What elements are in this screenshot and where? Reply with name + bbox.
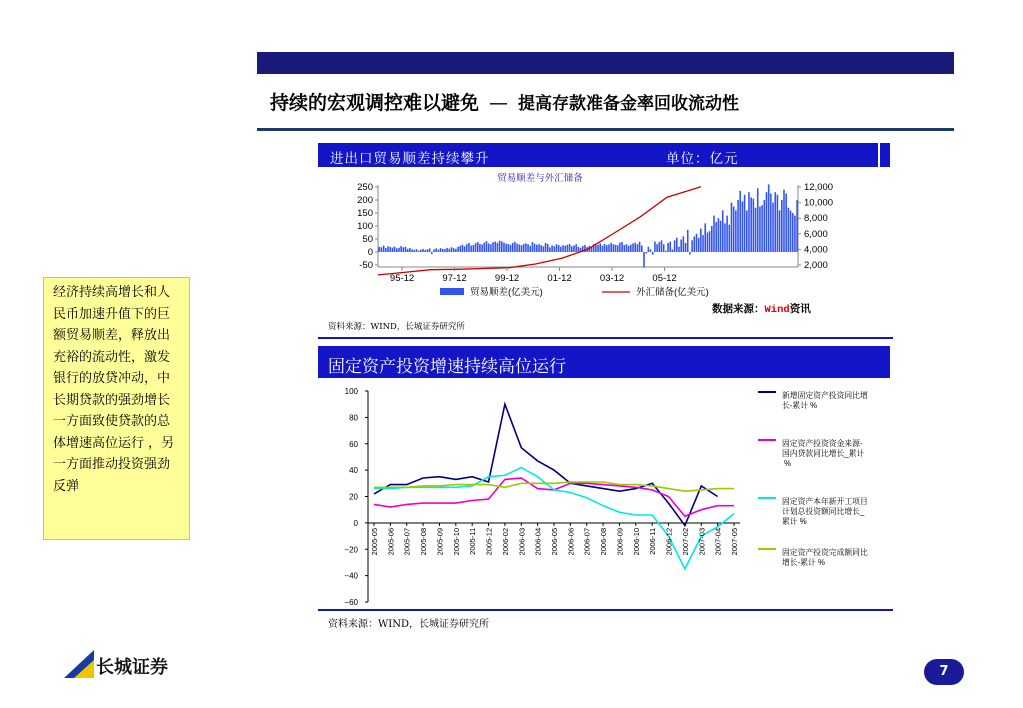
chart1-left-tick-label: 200 bbox=[357, 195, 373, 206]
chart2-legend-label-4: 固定资产投资完成额同比增长-累计 % bbox=[782, 548, 868, 567]
chart1-bar bbox=[742, 201, 744, 252]
chart1-bar bbox=[698, 238, 700, 252]
chart1-bar bbox=[470, 246, 472, 253]
chart1-bar bbox=[606, 245, 608, 252]
chart1-bar bbox=[744, 195, 746, 252]
chart1-bar bbox=[534, 244, 536, 252]
chart1-bar bbox=[597, 245, 599, 252]
chart1-bar bbox=[536, 245, 538, 252]
chart2-x-tick-label: 2005-10 bbox=[451, 527, 461, 556]
chart1-bar bbox=[545, 243, 547, 252]
chart1-bar bbox=[540, 245, 542, 252]
chart1-right-tick-label: 12,000 bbox=[804, 182, 834, 193]
chart2-x-tick-label: 2006-06 bbox=[566, 527, 576, 556]
chart1-bar bbox=[387, 246, 389, 252]
chart1-bar bbox=[772, 203, 774, 252]
chart1-bar bbox=[389, 247, 391, 252]
chart1-header-title: 进出口贸易顺差持续攀升 bbox=[330, 151, 490, 167]
chart1-right-tick-label: 10,000 bbox=[804, 197, 834, 209]
chart1-bar bbox=[792, 213, 794, 252]
title-dash: — bbox=[489, 92, 509, 114]
chart1-bar bbox=[759, 207, 761, 253]
chart1-bar bbox=[564, 246, 566, 252]
chart1-bar bbox=[724, 223, 726, 252]
chart1-bar bbox=[405, 247, 407, 252]
chart1-bar bbox=[422, 249, 424, 252]
chart1-bar bbox=[709, 231, 711, 252]
chart1-bar bbox=[501, 241, 503, 252]
chart1-data-source-note: 数据来源：Wind资讯 bbox=[712, 303, 811, 316]
chart2-y-tick-label: 0 bbox=[353, 518, 358, 528]
chart1-bar bbox=[608, 244, 610, 252]
chart1-bar bbox=[656, 244, 658, 252]
chart1-bar bbox=[750, 197, 752, 252]
chart1-bar bbox=[573, 246, 575, 253]
chart1-bar bbox=[477, 242, 479, 252]
chart2-x-tick-label: 2006-10 bbox=[631, 527, 641, 556]
chart1-bar bbox=[599, 243, 601, 252]
chart1-bar bbox=[575, 244, 577, 252]
page-title bbox=[270, 88, 739, 115]
chart1-bar bbox=[796, 200, 798, 252]
chart1-bar bbox=[497, 243, 499, 252]
chart1-bar bbox=[571, 246, 573, 252]
chart1-bar bbox=[794, 216, 796, 252]
chart1-bar bbox=[694, 236, 696, 252]
chart1-bar bbox=[516, 244, 518, 252]
chart2-x-tick-label: 2006-02 bbox=[500, 527, 510, 556]
chart1-legend-line-label: 外汇储备(亿美元) bbox=[636, 287, 709, 298]
chart1-bar bbox=[663, 244, 665, 252]
chart1-bar bbox=[683, 236, 685, 252]
chart2-x-tick-label: 2006-12 bbox=[664, 527, 674, 556]
chart1-bar bbox=[617, 245, 619, 252]
chart1-bar bbox=[678, 247, 680, 252]
chart1-bar bbox=[488, 243, 490, 252]
chart1-bar bbox=[562, 245, 564, 252]
chart1-bar bbox=[720, 221, 722, 252]
chart1-bar bbox=[459, 246, 461, 252]
chart2-y-tick-label: −20 bbox=[344, 545, 358, 555]
chart1-bar bbox=[431, 252, 433, 254]
chart1-bar bbox=[514, 242, 516, 252]
chart2-x-tick-label: 2006-05 bbox=[550, 527, 559, 556]
chart1-bar bbox=[764, 200, 766, 252]
chart1-bar bbox=[672, 249, 674, 252]
callout-text: 经济持续高增长和人民币加速升值下的巨额贸易顺差，释放出充裕的流动性，激发银行的放贷冲动，中长期贷款的强劲增长一方面致使贷款的总体增速高位运行 ，另一方面推动投资强劲反弹 bbox=[53, 285, 175, 494]
chart1-bar bbox=[761, 205, 763, 252]
chart2-x-tick-label: 2005-09 bbox=[435, 527, 445, 556]
chart1-bar bbox=[733, 207, 735, 253]
chart1-bar bbox=[650, 249, 652, 252]
chart2-y-tick-label: 40 bbox=[349, 466, 358, 476]
chart1-bar bbox=[768, 184, 770, 252]
chart1-bar bbox=[551, 246, 553, 253]
chart1-bar bbox=[400, 246, 402, 252]
chart1-bar bbox=[654, 242, 656, 252]
chart1-x-tick-label: 05-12 bbox=[652, 273, 677, 284]
chart1-bar bbox=[637, 244, 639, 252]
chart1-bar bbox=[468, 243, 470, 252]
chart1-bar bbox=[409, 248, 411, 252]
chart1-bar bbox=[700, 229, 702, 252]
chart1-bar bbox=[492, 242, 494, 252]
chart1-bar bbox=[777, 195, 779, 252]
chart2-legend-label-2: 固定资产投资资金来源-国内贷款同比增长_累计 % bbox=[782, 439, 865, 468]
chart2-x-tick-label: 2006-03 bbox=[517, 527, 527, 556]
chart1-bar bbox=[429, 248, 431, 252]
chart2-x-tick-label: 2005-05 bbox=[370, 527, 379, 556]
chart1-bar bbox=[770, 194, 772, 253]
chart2-x-tick-label: 2006-08 bbox=[599, 527, 609, 556]
chart1-bar bbox=[481, 244, 483, 252]
chart1-bar bbox=[667, 243, 669, 252]
chart1-left-tick-label: 250 bbox=[357, 182, 373, 193]
chart1-bar bbox=[396, 248, 398, 252]
chart1-x-tick-label: 99-12 bbox=[494, 273, 520, 284]
chart1-bar bbox=[438, 250, 440, 252]
chart2-x-tick-label: 2007-04 bbox=[713, 527, 723, 556]
chart1-bar bbox=[613, 244, 615, 252]
chart1-bar bbox=[707, 233, 709, 253]
chart1-bar bbox=[774, 192, 776, 252]
chart1-bar bbox=[755, 208, 757, 252]
chart1-bar bbox=[490, 244, 492, 252]
chart1-bar bbox=[595, 245, 597, 252]
chart1-bar bbox=[383, 246, 385, 253]
chart1-bar bbox=[414, 250, 416, 252]
chart1-bar bbox=[523, 244, 525, 252]
chart1-bar bbox=[569, 244, 571, 252]
chart1-bar bbox=[630, 245, 632, 252]
chart1-bar bbox=[508, 244, 510, 252]
chart1-bar bbox=[554, 246, 556, 252]
chart1-bar bbox=[494, 242, 496, 252]
chart2-source: 资料来源：WIND，长城证券研究所 bbox=[328, 619, 489, 630]
chart1-bar bbox=[718, 218, 720, 252]
chart1-bar bbox=[543, 246, 545, 252]
chart2-legend-label-3: 固定资产本年新开工项目计划总投资额同比增长_累计 % bbox=[782, 497, 868, 526]
chart1-bar bbox=[746, 210, 748, 252]
chart1-bar bbox=[669, 242, 671, 252]
chart1-bar bbox=[505, 244, 507, 252]
chart1-bar bbox=[715, 222, 717, 252]
chart2-x-tick-label: 2005-07 bbox=[402, 527, 412, 556]
chart1-bar bbox=[473, 245, 475, 252]
chart1-bar bbox=[442, 249, 444, 252]
chart1-bar bbox=[645, 252, 647, 253]
chart1-reserve-line bbox=[378, 187, 701, 275]
page-number: 7 bbox=[924, 659, 964, 685]
chart1-bar bbox=[451, 247, 453, 252]
chart2-bottom-rule bbox=[318, 609, 893, 611]
chart2-x-tick-label: 2006-07 bbox=[582, 527, 592, 556]
chart1-bar bbox=[462, 245, 464, 252]
chart1-bar bbox=[403, 247, 405, 252]
chart1-bar bbox=[619, 243, 621, 252]
chart1-bar bbox=[444, 249, 446, 252]
chart1-bar bbox=[464, 246, 466, 252]
chart1-bar bbox=[416, 249, 418, 252]
title-top-bar bbox=[257, 52, 954, 74]
chart1-bar bbox=[661, 240, 663, 252]
chart1-bar bbox=[680, 240, 682, 252]
chart1-bar bbox=[435, 248, 437, 252]
chart2-y-tick-label: −60 bbox=[344, 598, 358, 607]
chart1-bar bbox=[665, 251, 667, 252]
chart2-x-tick-label: 2006-04 bbox=[533, 527, 543, 556]
chart1-bar bbox=[510, 245, 512, 252]
chart2-x-tick-label: 2005-08 bbox=[419, 527, 429, 556]
chart1-bar bbox=[713, 216, 715, 252]
chart2-x-tick-label: 2005-11 bbox=[468, 527, 478, 555]
chart2-header bbox=[318, 346, 890, 378]
chart1-bar bbox=[547, 244, 549, 252]
chart1-bar bbox=[783, 190, 785, 252]
chart2-header-title: 固定资产投资增速持续高位运行 bbox=[328, 357, 566, 377]
chart1-x-tick-label: 01-12 bbox=[547, 273, 572, 284]
chart1-trade-surplus bbox=[318, 167, 893, 317]
chart1-left-tick-label: 100 bbox=[357, 221, 373, 232]
chart1-bar bbox=[674, 240, 676, 252]
chart1-bar bbox=[621, 242, 623, 252]
chart1-bar bbox=[455, 249, 457, 252]
chart2-y-tick-label: 80 bbox=[349, 413, 358, 423]
chart1-x-tick-label: 95-12 bbox=[389, 273, 415, 284]
chart1-header-unit: 单位：亿元 bbox=[666, 151, 739, 167]
title-underline bbox=[257, 128, 954, 131]
chart1-x-tick-label: 03-12 bbox=[599, 273, 625, 284]
chart1-bar bbox=[731, 203, 733, 252]
chart1-left-tick-label: -50 bbox=[359, 260, 373, 271]
chart2-legend-label-1: 新增固定资产投资同比增长-累计 % bbox=[782, 391, 868, 410]
chart1-bar bbox=[602, 246, 604, 253]
chart1-bar bbox=[394, 247, 396, 252]
chart2-y-tick-label: 20 bbox=[349, 492, 358, 502]
chart1-bar bbox=[560, 247, 562, 252]
chart1-bar bbox=[722, 210, 724, 252]
chart2-x-tick-label: 2005-06 bbox=[386, 527, 396, 556]
chart2-x-tick-label: 2006-11 bbox=[648, 527, 658, 555]
chart1-bar bbox=[604, 244, 606, 252]
chart1-bar bbox=[503, 243, 505, 252]
chart1-bar bbox=[648, 247, 650, 252]
chart1-bar bbox=[785, 194, 787, 253]
chart1-bar bbox=[567, 245, 569, 252]
chart1-bar bbox=[610, 243, 612, 252]
chart1-bar bbox=[632, 243, 634, 252]
chart1-bar bbox=[538, 244, 540, 252]
chart2-x-tick-label: 2007-02 bbox=[680, 527, 690, 556]
chart1-bar bbox=[466, 244, 468, 252]
chart2-x-tick-label: 2007-03 bbox=[697, 527, 707, 556]
chart1-bar bbox=[628, 246, 630, 252]
chart1-bar bbox=[424, 250, 426, 252]
chart2-fixed-asset-investment bbox=[318, 378, 893, 610]
chart1-bar bbox=[446, 248, 448, 252]
chart1-bar bbox=[737, 200, 739, 252]
chart1-bar bbox=[558, 245, 560, 252]
chart1-bar bbox=[729, 225, 731, 252]
chart1-header-divider bbox=[878, 143, 880, 167]
chart1-bar bbox=[521, 245, 523, 252]
chart1-bar bbox=[525, 243, 527, 252]
chart1-bar bbox=[532, 242, 534, 252]
chart1-bar bbox=[788, 208, 790, 252]
title-main: 持续的宏观调控难以避免 bbox=[270, 92, 480, 114]
title-subtitle: 提高存款准备金率回收流动性 bbox=[518, 94, 740, 114]
chart1-bar bbox=[739, 191, 741, 252]
chart1-bar bbox=[634, 243, 636, 252]
chart1-bar bbox=[748, 192, 750, 252]
chart1-bar bbox=[407, 249, 409, 252]
chart2-x-tick-label: 2006-09 bbox=[615, 527, 625, 556]
chart1-left-tick-label: 0 bbox=[367, 247, 373, 258]
chart1-bar bbox=[578, 247, 580, 252]
chart1-right-tick-label: 8,000 bbox=[804, 213, 828, 225]
chart1-bar bbox=[641, 246, 643, 253]
chart1-legend-bar-swatch bbox=[440, 288, 464, 295]
chart2-y-tick-label: −40 bbox=[344, 571, 358, 581]
chart2-y-tick-label: 100 bbox=[344, 387, 358, 396]
chart1-bar bbox=[381, 247, 383, 252]
chart1-bar bbox=[392, 248, 394, 252]
chart1-bar bbox=[486, 241, 488, 252]
chart1-legend-bar-label: 贸易顺差(亿美元) bbox=[470, 287, 543, 298]
chart1-bar bbox=[453, 248, 455, 252]
chart1-bar bbox=[512, 243, 514, 252]
chart1-source: 资料来源：WIND，长城证券研究所 bbox=[328, 322, 465, 332]
chart2-y-tick-label: 60 bbox=[349, 439, 358, 449]
chart1-bar bbox=[615, 245, 617, 252]
chart1-bar bbox=[398, 248, 400, 252]
chart1-bar bbox=[702, 235, 704, 252]
chart1-title: 贸易顺差与外汇储备 bbox=[497, 173, 583, 184]
chart1-bar bbox=[696, 234, 698, 252]
chart1-bar bbox=[726, 216, 728, 252]
chart1-left-tick-label: 50 bbox=[362, 234, 373, 245]
chart1-bar bbox=[704, 223, 706, 252]
chart1-left-tick-label: 150 bbox=[357, 208, 373, 219]
chart1-bar bbox=[626, 244, 628, 252]
chart1-bar bbox=[385, 248, 387, 252]
chart1-bar bbox=[449, 249, 451, 252]
chart1-bar bbox=[790, 210, 792, 252]
chart2-series-line-1 bbox=[374, 404, 718, 525]
chart1-bar bbox=[479, 244, 481, 252]
chart1-bar bbox=[433, 249, 435, 252]
chart1-bar bbox=[687, 230, 689, 252]
chart1-bar bbox=[411, 249, 413, 252]
chart1-bar bbox=[475, 243, 477, 252]
chart1-bar bbox=[766, 192, 768, 252]
chart1-right-tick-label: 6,000 bbox=[804, 228, 828, 240]
chart1-bar bbox=[689, 252, 691, 255]
chart1-bar bbox=[624, 245, 626, 252]
company-name: 长城证券 bbox=[96, 657, 168, 678]
chart1-bar bbox=[418, 251, 420, 252]
chart1-bar bbox=[379, 247, 381, 252]
chart1-bar bbox=[529, 246, 531, 252]
chart1-bar bbox=[527, 244, 529, 252]
chart1-bar bbox=[643, 252, 645, 268]
chart1-bar bbox=[659, 242, 661, 252]
chart1-bar bbox=[779, 210, 781, 252]
chart1-bar bbox=[519, 244, 521, 252]
chart1-bar bbox=[420, 250, 422, 252]
chart1-x-tick-label: 97-12 bbox=[442, 273, 467, 284]
chart1-bar bbox=[652, 252, 654, 255]
chart1-right-tick-label: 4,000 bbox=[804, 244, 828, 256]
chart1-bar bbox=[639, 242, 641, 252]
chart1-bar bbox=[427, 249, 429, 252]
chart2-x-tick-label: 2007-05 bbox=[730, 527, 739, 556]
chart1-header bbox=[318, 143, 890, 167]
chart1-bar bbox=[499, 241, 501, 252]
chart2-x-tick-label: 2005-12 bbox=[484, 527, 494, 556]
callout-box bbox=[43, 277, 190, 540]
chart1-bottom-rule bbox=[318, 337, 893, 339]
chart1-bar bbox=[691, 240, 693, 252]
chart1-bar bbox=[676, 238, 678, 252]
chart1-bar bbox=[757, 188, 759, 252]
chart1-bar bbox=[753, 199, 755, 252]
chart1-bar bbox=[685, 243, 687, 252]
chart1-bar bbox=[484, 243, 486, 252]
chart1-bar bbox=[457, 247, 459, 252]
chart1-bar bbox=[440, 248, 442, 252]
chart1-bar bbox=[711, 226, 713, 252]
chart1-right-tick-label: 2,000 bbox=[804, 260, 828, 271]
chart1-bar bbox=[549, 247, 551, 252]
chart1-bar bbox=[556, 244, 558, 252]
chart1-bar bbox=[735, 210, 737, 252]
chart1-bar bbox=[781, 200, 783, 252]
